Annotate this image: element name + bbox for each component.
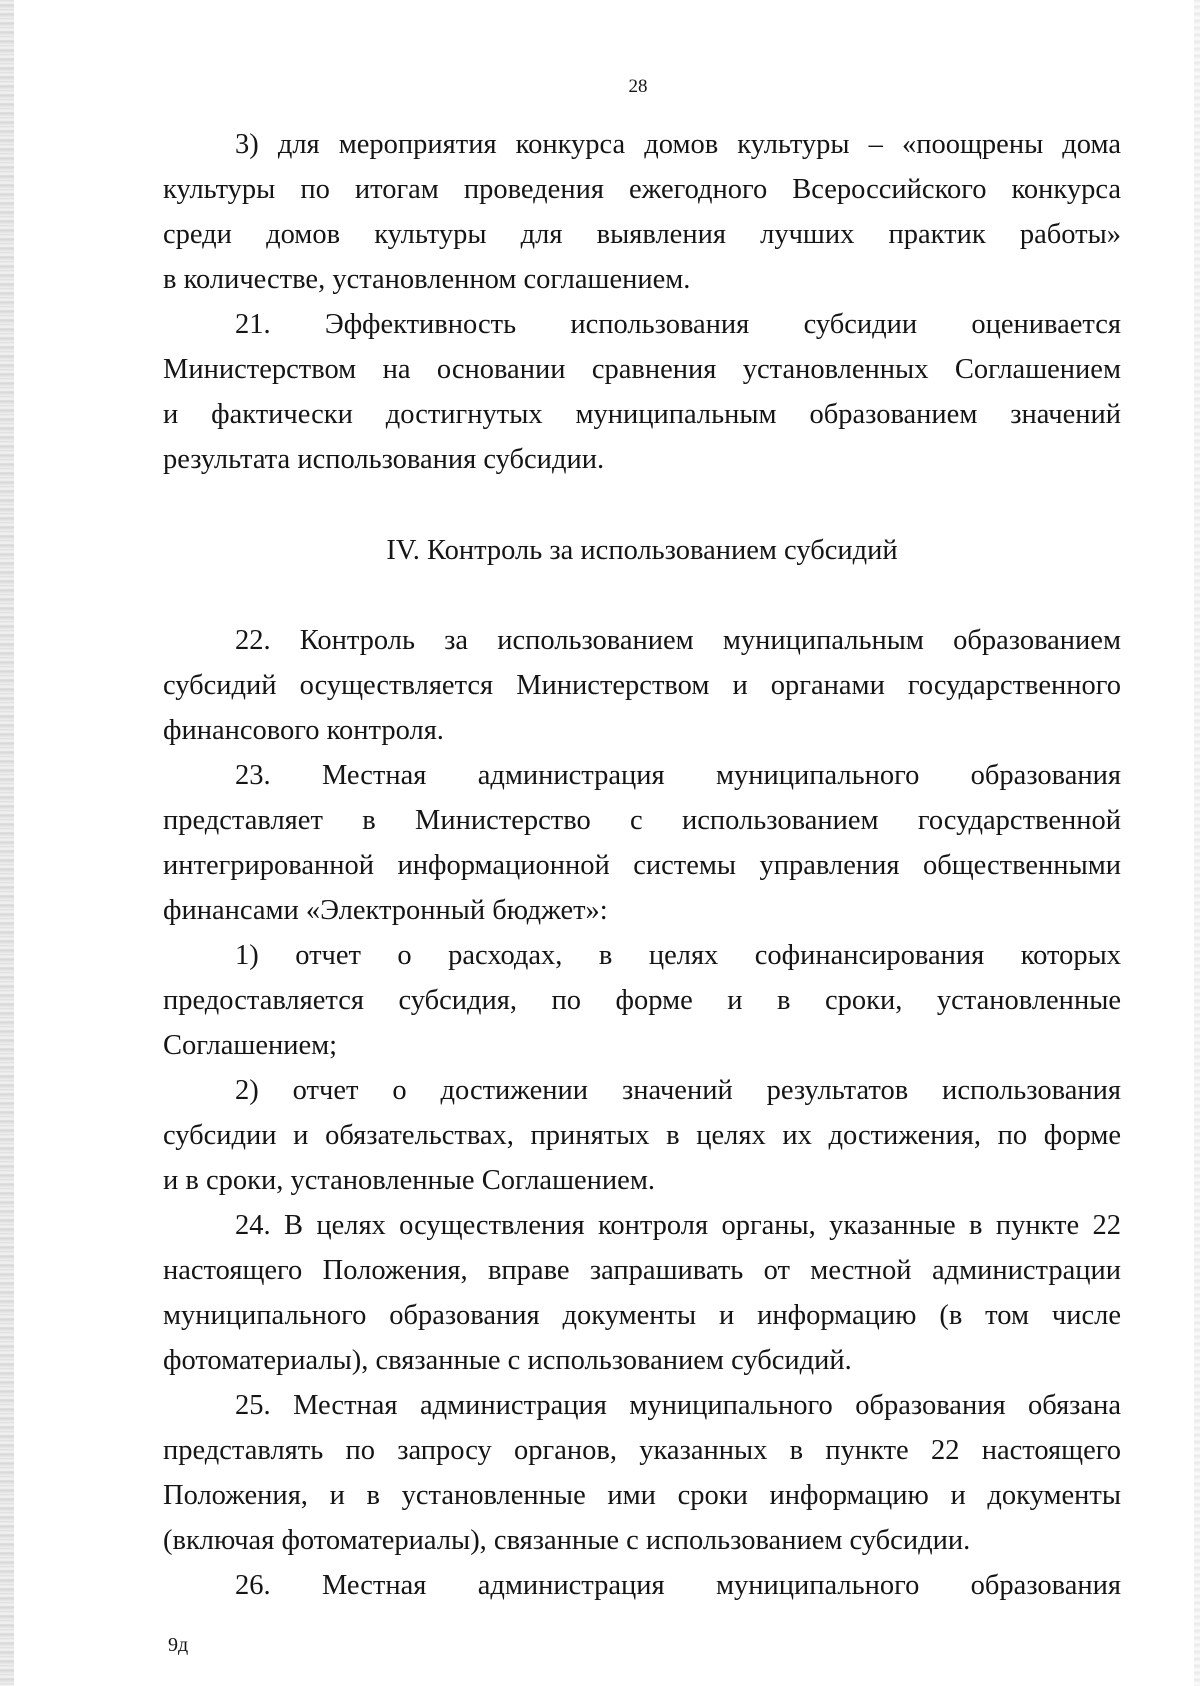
paragraph bbox=[163, 1203, 1121, 1383]
paragraph-line: интегрированной информационной системы управления общественными bbox=[163, 850, 1121, 881]
paragraph-line: Положения, и в установленные ими сроки информацию и документы bbox=[163, 1480, 1121, 1511]
paragraph bbox=[163, 933, 1121, 1068]
paragraph-line: культуры по итогам проведения ежегодного Всероссийского конкурса bbox=[163, 174, 1121, 205]
paragraph bbox=[163, 1563, 1121, 1608]
paragraph-line: 3) для мероприятия конкурса домов культуры – «поощрены дома bbox=[235, 129, 1121, 160]
scan-left-edge bbox=[0, 0, 14, 1686]
paragraph-line: представляет в Министерство с использованием государственной bbox=[163, 805, 1121, 836]
paragraph-line: 25. Местная администрация муниципального образования обязана bbox=[235, 1390, 1121, 1421]
paragraph-line: муниципального образования документы и информацию (в том числе bbox=[163, 1300, 1121, 1331]
paragraph-line: представлять по запросу органов, указанных в пункте 22 настоящего bbox=[163, 1435, 1121, 1466]
spacer bbox=[163, 482, 1121, 528]
document-body bbox=[163, 122, 1121, 1608]
footer-code: 9д bbox=[168, 1634, 189, 1656]
paragraph-line: финансами «Электронный бюджет»: bbox=[163, 895, 608, 926]
paragraph-line: и в сроки, установленные Соглашением. bbox=[163, 1165, 655, 1196]
paragraph-line: субсидий осуществляется Министерством и органами государственного bbox=[163, 670, 1121, 701]
paragraph bbox=[163, 618, 1121, 753]
paragraph-line: предоставляется субсидия, по форме и в сроки, установленные bbox=[163, 985, 1121, 1016]
section-heading: IV. Контроль за использованием субсидий bbox=[386, 535, 898, 566]
paragraph bbox=[163, 753, 1121, 933]
paragraph-line: 26. Местная администрация муниципального образования bbox=[235, 1570, 1121, 1601]
paragraph-line: (включая фотоматериалы), связанные с использованием субсидии. bbox=[163, 1525, 971, 1556]
paragraph-line: 22. Контроль за использованием муниципальным образованием bbox=[235, 625, 1121, 656]
paragraph-line: Соглашением; bbox=[163, 1030, 338, 1061]
paragraph bbox=[163, 302, 1121, 482]
spacer bbox=[163, 573, 1121, 618]
scan-right-edge bbox=[1194, 0, 1200, 1686]
page-number: 28 bbox=[628, 76, 648, 97]
paragraph-line: настоящего Положения, вправе запрашивать от местной администрации bbox=[163, 1255, 1121, 1286]
paragraph-line: Министерством на основании сравнения установленных Соглашением bbox=[163, 354, 1121, 385]
paragraph-line: 21. Эффективность использования субсидии оценивается bbox=[235, 309, 1121, 340]
paragraph bbox=[163, 1068, 1121, 1203]
paragraph bbox=[163, 122, 1121, 302]
paragraph bbox=[163, 1383, 1121, 1563]
paragraph-line: и фактически достигнутых муниципальным образованием значений bbox=[163, 399, 1121, 430]
paragraph-line: финансового контроля. bbox=[163, 715, 444, 746]
paragraph-line: 24. В целях осуществления контроля органы, указанные в пункте 22 bbox=[235, 1210, 1121, 1241]
paragraph-line: 23. Местная администрация муниципального образования bbox=[235, 760, 1121, 791]
paragraph-line: среди домов культуры для выявления лучших практик работы» bbox=[163, 219, 1121, 250]
paragraph-line: фотоматериалы), связанные с использованием субсидий. bbox=[163, 1345, 852, 1376]
paragraph-line: 1) отчет о расходах, в целях софинансирования которых bbox=[235, 940, 1121, 971]
paragraph-line: результата использования субсидии. bbox=[163, 444, 605, 475]
paragraph-line: в количестве, установленном соглашением. bbox=[163, 264, 691, 295]
paragraph-line: субсидии и обязательствах, принятых в целях их достижения, по форме bbox=[163, 1120, 1121, 1151]
paragraph-line: 2) отчет о достижении значений результатов использования bbox=[235, 1075, 1121, 1106]
